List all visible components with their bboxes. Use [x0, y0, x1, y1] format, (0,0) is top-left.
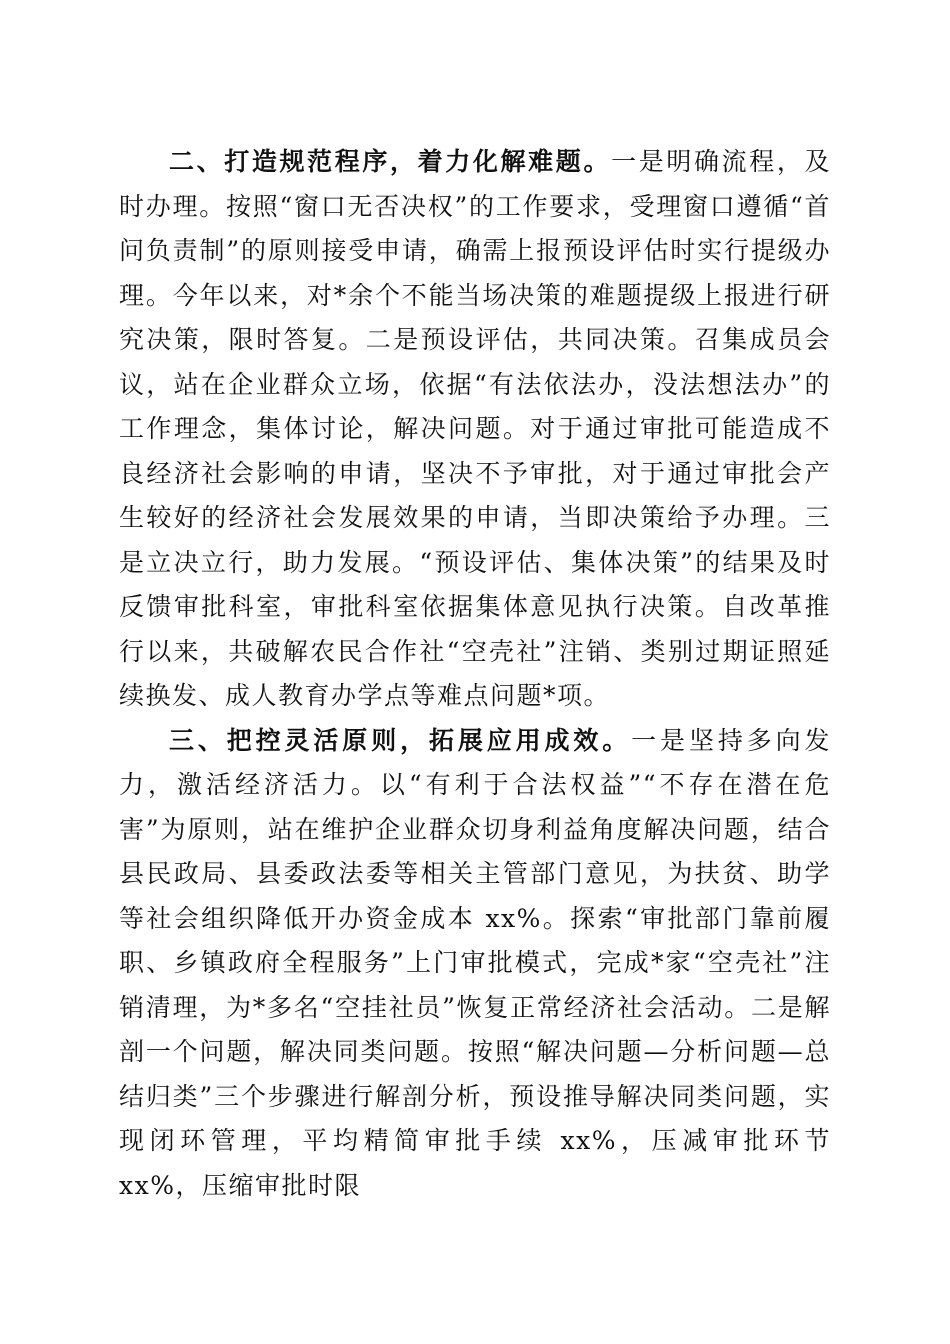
section-two-heading: 二、打造规范程序，着力化解难题。 — [169, 147, 612, 176]
paragraph-section-three — [119, 719, 831, 1209]
document-body — [119, 140, 831, 1208]
section-two-body: 一是明确流程，及时办理。按照“窗口无否决权”的工作要求，受理窗口遵循“首问负责制”的原则接受申请，确需上报预设评估时实行提级办理。今年以来，对*余个不能当场决策的难题提级上报进行研究决策，限时答复。二是预设评估，共同决策。召集成员会议，站在企业群众立场，依据“有法依法办，没法想法办”的工作理念，集体讨论，解决问题。对于通过审批可能造成不良经济社会影响的申请，坚决不予审批，对于通过审批会产生较好的经济社会发展效果的申请，当即决策给予办理。三是立决立行，助力发展。“预设评估、集体决策”的结果及时反馈审批科室，审批科室依据集体意见执行决策。自改革推行以来，共破解农民合作社“空壳社”注销、类别过期证照延续换发、成人教育办学点等难点问题*项。 — [119, 147, 831, 710]
section-three-heading: 三、把控灵活原则，拓展应用成效。 — [169, 725, 632, 755]
section-three-body: 一是坚持多向发力，激活经济活力。以“有利于合法权益”“不存在潜在危害”为原则，站在维护企业群众切身利益角度解决问题，结合县民政局、县委政法委等相关主管部门意见，为扶贫、助学等社会组织降低开办资金成本 xx%。探索“审批部门靠前履职、乡镇政府全程服务”上门审批模式，完成*家“空壳社”注销清理，为*多名“空挂社员”恢复正常经济社会活动。二是解剖一个问题，解决同类问题。按照“解决问题—分析问题—总结归类”三个步骤进行解剖分析，预设推导解决同类问题，实现闭环管理，平均精简审批手续 xx%，压减审批环节 xx%，压缩审批时限 — [119, 725, 831, 1200]
paragraph-section-two — [119, 140, 831, 719]
